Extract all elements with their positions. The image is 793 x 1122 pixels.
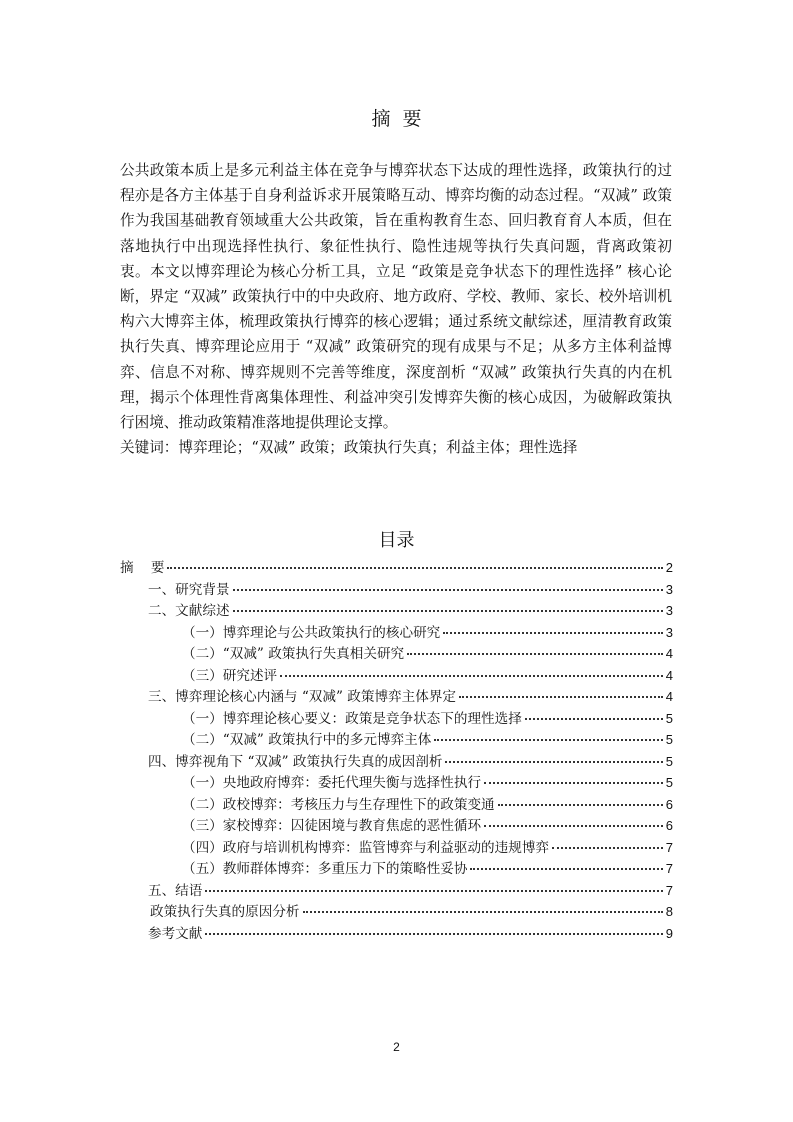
toc-entry-text: 一、研究背景: [148, 581, 230, 598]
toc-entry-text: （一）博弈理论核心要义：政策是竞争状态下的理性选择: [182, 710, 522, 727]
toc-leader: [407, 653, 663, 655]
toc-entry-text: （二）“双减” 政策执行失真相关研究: [182, 646, 405, 662]
toc-entry-text: 五、结语: [148, 882, 203, 899]
toc-entry[interactable]: [120, 837, 673, 859]
toc-leader: [434, 739, 662, 741]
toc-title: 目录: [378, 530, 415, 551]
toc-leader: [205, 890, 662, 892]
toc-entry-text: （一）央地政府博弈：委托代理失衡与选择性执行: [182, 775, 482, 791]
toc-page-number: 3: [665, 581, 673, 597]
abstract-section: [120, 158, 672, 460]
toc-entry[interactable]: [120, 665, 673, 687]
toc-page-number: 5: [665, 753, 673, 769]
toc-page-number: 4: [665, 646, 673, 661]
toc-entry[interactable]: [120, 708, 673, 730]
toc-page-number: 8: [665, 904, 673, 919]
toc-entry[interactable]: [120, 794, 673, 816]
toc-leader: [205, 933, 662, 935]
toc-page-number: 3: [665, 624, 673, 640]
toc-leader: [484, 825, 663, 827]
toc-leader: [470, 868, 662, 870]
toc-page-number: 4: [665, 689, 673, 704]
toc-leader: [484, 782, 663, 784]
toc-page-number: 7: [665, 861, 673, 876]
toc-leader: [525, 718, 663, 720]
toc-page-number: 5: [665, 775, 673, 790]
toc-entry-text: 摘 要: [120, 560, 165, 576]
toc-entry-text: 参考文献: [148, 925, 203, 942]
toc-entry[interactable]: [120, 643, 673, 665]
toc-entry[interactable]: [120, 901, 673, 923]
toc-leader: [459, 696, 663, 698]
toc-entry-text: 三、博弈理论核心内涵与 “双减” 政策博弈主体界定: [148, 689, 457, 705]
toc-entry[interactable]: [120, 772, 673, 794]
toc-entry[interactable]: [120, 600, 673, 622]
toc-entry[interactable]: [120, 729, 673, 751]
toc-page-number: 6: [665, 796, 673, 812]
toc-leader: [552, 847, 663, 849]
toc-page-number: 5: [665, 710, 673, 726]
toc-entry[interactable]: [120, 815, 673, 837]
toc-leader: [233, 589, 663, 591]
toc-page-number: 7: [665, 882, 673, 898]
toc-page-number: 6: [665, 818, 673, 833]
toc-entry-text: （二）政校博弈：考核压力与生存理性下的政策变通: [182, 796, 495, 813]
toc-leader: [233, 610, 663, 612]
toc-entry-text: 二、文献综述: [148, 603, 230, 619]
toc-page-number: 5: [665, 732, 673, 747]
toc-entry-text: 四、博弈视角下 “双减” 政策执行失真的成因剖析: [148, 753, 443, 770]
toc-entry-text: （一）博弈理论与公共政策执行的核心研究: [182, 624, 441, 641]
toc-entry[interactable]: [120, 923, 673, 945]
toc-leader: [498, 804, 663, 806]
toc-entry[interactable]: [120, 622, 673, 644]
toc-entry[interactable]: [120, 880, 673, 902]
toc-leader: [280, 675, 663, 677]
toc-entry[interactable]: [120, 751, 673, 773]
toc-entry[interactable]: [120, 858, 673, 880]
toc-page-number: 7: [665, 839, 673, 855]
abstract-body: 公共政策本质上是多元利益主体在竞争与博弈状态下达成的理性选择，政策执行的过程亦是各方主体基于自身利益诉求开展策略互动、博弈均衡的动态过程。“双减” 政策作为我国基础教育领域重大公共政策，旨在重构教育生态、回归教育育人本质，但在落地执行中出现选择性执行、象征性执行、隐性违规等执行失真问题，背离政策初衷。本文以博弈理论为核心分析工具，立足 “政策是竞争状态下的理性选择” 核心论断，界定 “双减” 政策执行中的中央政府、地方政府、学校、教师、家长、校外培训机构六大博弈主体，梳理政策执行博弈的核心逻辑；通过系统文献综述，厘清教育政策执行失真、博弈理论应用于 “双减” 政策研究的现有成果与不足；从多方主体利益博弈、信息不对称、博弈规则不完善等维度，深度剖析 “双减” 政策执行失真的内在机理，揭示个体理性背离集体理性、利益冲突引发博弈失衡的核心成因，为破解政策执行困境、推动政策精准落地提供理论支撑。: [120, 162, 672, 432]
toc-leader: [445, 761, 662, 763]
toc-page-number: 3: [665, 603, 673, 618]
toc-leader: [443, 632, 662, 634]
page-number: 2: [393, 1040, 400, 1054]
toc-entry[interactable]: [120, 557, 673, 579]
toc-entry-text: （五）教师群体博弈：多重压力下的策略性妥协: [182, 861, 468, 877]
toc-leader: [303, 911, 663, 913]
toc-entry-text: （二）“双减” 政策执行中的多元博弈主体: [182, 732, 432, 748]
toc-page-number: 9: [665, 925, 673, 941]
toc-entry-text: （四）政府与培训机构博弈：监管博弈与利益驱动的违规博弈: [182, 839, 550, 856]
toc-entry[interactable]: [120, 686, 673, 708]
abstract-title: 摘 要: [371, 108, 422, 130]
toc-entry-text: （三）研究述评: [182, 667, 278, 684]
toc-entry[interactable]: [120, 579, 673, 601]
toc-entry-text: （三）家校博弈：囚徒困境与教育焦虑的恶性循环: [182, 818, 482, 834]
table-of-contents: [120, 557, 673, 944]
toc-page-number: 4: [665, 667, 673, 683]
toc-page-number: 2: [665, 560, 673, 575]
toc-entry-text: 政策执行失真的原因分析: [150, 904, 300, 920]
toc-leader: [167, 567, 662, 569]
keywords: 关键词：博弈理论；“双减” 政策；政策执行失真；利益主体；理性选择: [120, 439, 578, 457]
